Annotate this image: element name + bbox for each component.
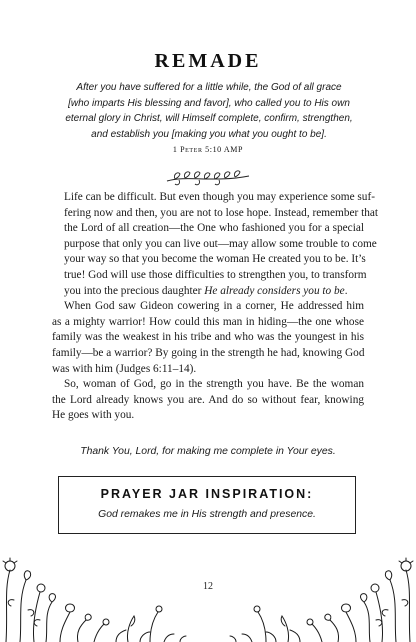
- body-line: was with him (Judges 6:11–14).: [52, 362, 197, 375]
- paragraph-3: [52, 377, 364, 424]
- body-text: .: [344, 284, 348, 297]
- body-line: So, woman of God, go in the strength you have. Be the woman: [64, 378, 364, 391]
- prayer-jar-title: PRAYER JAR INSPIRATION:: [100, 487, 314, 501]
- verse-line: and establish you [making you what you ought to be].: [91, 128, 327, 140]
- verse-line: After you have suffered for a little while, the God of all grace: [76, 82, 342, 93]
- verse-line: eternal glory in Christ, will Himself complete, confirm, strengthen,: [65, 113, 353, 125]
- paragraph-1: [52, 190, 379, 299]
- devotional-body: [52, 190, 379, 424]
- body-text: you into the precious daughter: [64, 284, 205, 297]
- page-title: REMADE: [154, 50, 262, 72]
- body-line: family—be a warrior? By going in the strength he had, knowing God: [52, 346, 365, 359]
- body-line: Life can be difficult. But even though you may experience some suf-: [64, 191, 375, 203]
- body-line: purpose that only you can live out—may allow some trouble to come: [64, 237, 377, 250]
- body-line: family was the weakest in his tribe and who was the youngest in his: [52, 331, 364, 344]
- prayer-jar-text: God remakes me in His strength and presence.: [98, 509, 316, 520]
- body-line: as a mighty warrior! How could this man in hiding—the one whose: [52, 315, 364, 328]
- page-number: 12: [196, 581, 220, 592]
- body-line: fering now and then, you are not to lose hope. Instead, remember that: [64, 206, 379, 219]
- verse-line: [who imparts His blessing and favor], who called you to His own: [68, 97, 350, 109]
- body-line: the Lord of all creation—the One who fashioned you for a special: [64, 222, 364, 235]
- body-line: the Lord already knows you are. And do so without fear, knowing: [52, 393, 364, 406]
- body-line: [52, 284, 364, 300]
- body-line: He goes with you.: [52, 409, 135, 422]
- emphasis-text: He already considers you to be: [204, 284, 345, 297]
- closing-prayer: Thank You, Lord, for making me complete in Your eyes.: [80, 446, 336, 457]
- verse-reference: 1 Peter 5:10 AMP: [172, 145, 244, 154]
- scripture-verse: [44, 80, 374, 142]
- body-line: your way so that you become the woman He created you to be. It’s: [64, 253, 366, 266]
- prayer-jar-box: [58, 476, 356, 534]
- body-line: When God saw Gideon cowering in a corner, He addressed him: [64, 300, 364, 313]
- vine-divider-icon: [163, 167, 253, 187]
- body-line: true! God will use those difficulties to strengthen you, to transform: [64, 268, 367, 281]
- paragraph-2: [52, 299, 364, 377]
